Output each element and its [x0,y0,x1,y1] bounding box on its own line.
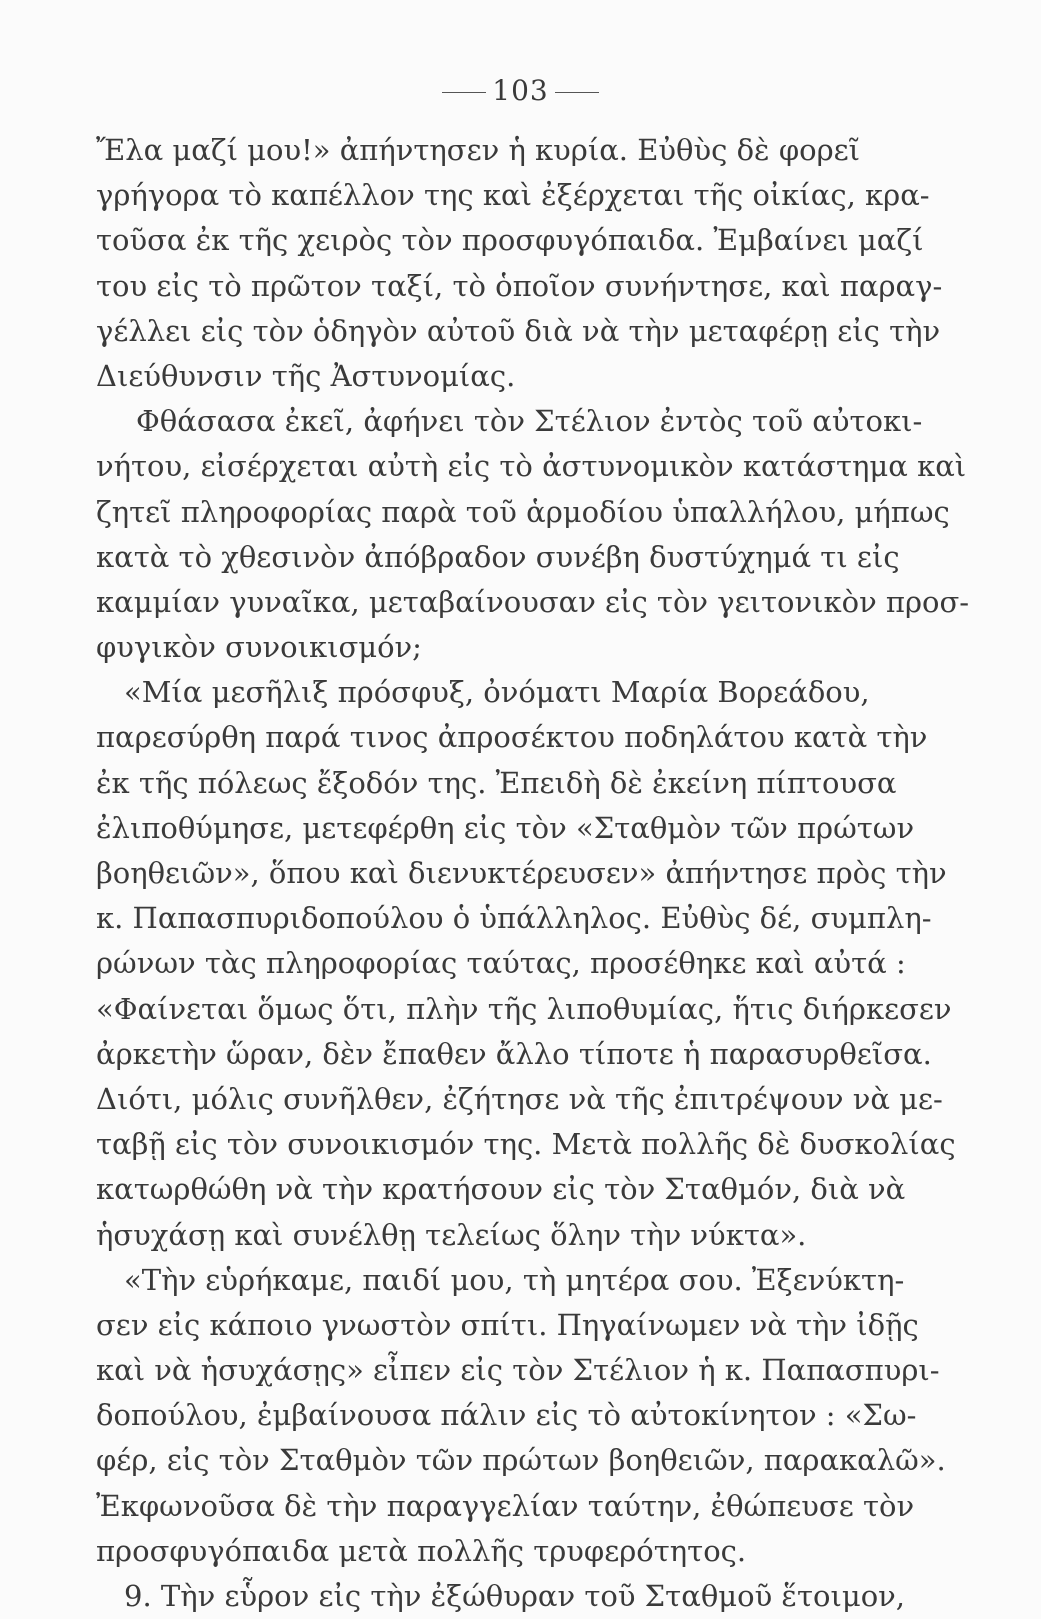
text-line: τοῦσα ἐκ τῆς χειρὸς τὸν προσφυγόπαιδα. Ἐμβαίνει μαζί [96,223,924,258]
right-dash [555,92,599,93]
text-line: Ἐκφωνοῦσα δὲ τὴν παραγγελίαν ταύτην, ἐθώπευσε τὸν [96,1488,915,1523]
text-line: «Τὴν εὑρήκαμε, παιδί μου, τὴ μητέρα σου. Ἐξενύκτη- [124,1262,905,1297]
body-text [96,128,970,1619]
text-line: γρήγορα τὸ καπέλλον της καὶ ἐξέρχεται τῆς οἰκίας, κρα- [96,178,930,213]
text-line: ἐλιποθύμησε, μετεφέρθη εἰς τὸν «Σταθμὸν τῶν πρώτων [96,810,915,845]
text-line: ἀρκετὴν ὥραν, δὲν ἔπαθεν ἄλλο τίποτε ἡ παρασυρθεῖσα. [96,1036,932,1071]
text-line: Διεύθυνσιν τῆς Ἀστυνομίας. [96,358,516,393]
text-line: «Μία μεσῆλιξ πρόσφυξ, ὀνόματι Μαρία Βορεάδου, [124,675,870,710]
text-line: παρεσύρθη παρά τινος ἀπροσέκτου ποδηλάτου κατὰ τὴν [96,720,928,755]
page-number [0,74,1041,107]
text-line: σεν εἰς κάποιο γνωστὸν σπίτι. Πηγαίνωμεν νὰ τὴν ἰδῇς [96,1307,919,1342]
text-line: προσφυγόπαιδα μετὰ πολλῆς τρυφερότητος. [96,1533,747,1568]
text-line: «Φαίνεται ὅμως ὅτι, πλὴν τῆς λιποθυμίας, ἥτις διήρκεσεν [96,991,952,1026]
text-line: φυγικὸν συνοικισμόν; [96,630,422,665]
text-line: βοηθειῶν», ὅπου καὶ διενυκτέρευσεν» ἀπήντησε πρὸς τὴν [96,856,947,890]
text-line: ἡσυχάσῃ καὶ συνέλθῃ τελείως ὅλην τὴν νύκτα». [96,1217,807,1252]
text-line: καὶ νὰ ἡσυχάσῃς» εἶπεν εἰς τὸν Στέλιον ἡ κ. Παπασπυρι- [96,1353,940,1388]
text-line: καμμίαν γυναῖκα, μεταβαίνουσαν εἰς τὸν γειτονικὸν προσ- [96,584,970,619]
text-line: γέλλει εἰς τὸν ὁδηγὸν αὐτοῦ διὰ νὰ τὴν μεταφέρῃ εἰς τὴν [96,313,941,348]
text-line: κ. Παπασπυριδοπούλου ὁ ὑπάλληλος. Εὐθὺς δέ, συμπλη- [96,901,932,936]
page-number-text: 103 [492,74,549,107]
left-dash [442,92,486,93]
text-line: ρώνων τὰς πληροφορίας ταύτας, προσέθηκε καὶ αὐτά : [96,946,906,981]
text-line: ἐκ τῆς πόλεως ἔξοδόν της. Ἐπειδὴ δὲ ἐκείνη πίπτουσα [96,765,897,800]
text-line: δοπούλου, ἐμβαίνουσα πάλιν εἰς τὸ αὐτοκίνητον : «Σω- [96,1398,917,1433]
text-line: φέρ, εἰς τὸν Σταθμὸν τῶν πρώτων βοηθειῶν, παρακαλῶ». [96,1443,946,1478]
text-line: κατωρθώθη νὰ τὴν κρατήσουν εἰς τὸν Σταθμόν, διὰ νὰ [96,1172,906,1207]
text-line: Ἔλα μαζί μου!» ἀπήντησεν ἡ κυρία. Εὐθὺς δὲ φορεῖ [96,133,861,167]
text-line: Διότι, μόλις συνῆλθεν, ἐζήτησε νὰ τῆς ἐπιτρέψουν νὰ με- [96,1081,943,1116]
text-line: νήτου, εἰσέρχεται αὐτὴ εἰς τὸ ἀστυνομικὸν κατάστημα καὶ [96,449,967,484]
text-line: του εἰς τὸ πρῶτον ταξί, τὸ ὁποῖον συνήντησε, καὶ παραγ- [96,268,943,303]
text-line: κατὰ τὸ χθεσινὸν ἀπόβραδον συνέβη δυστύχημά τι εἰς [96,539,900,574]
text-line: Φθάσασα ἐκεῖ, ἀφήνει τὸν Στέλιον ἐντὸς τοῦ αὐτοκι- [136,404,923,439]
text-line: 9. Τὴν εὗρον εἰς τὴν ἐξώθυραν τοῦ Σταθμοῦ ἕτοιμον, [124,1579,906,1613]
text-line: ταβῇ εἰς τὸν συνοικισμόν της. Μετὰ πολλῆς δὲ δυσκολίας [96,1127,956,1162]
text-line: ζητεῖ πληροφορίας παρὰ τοῦ ἁρμοδίου ὑπαλλήλου, μήπως [96,494,950,529]
